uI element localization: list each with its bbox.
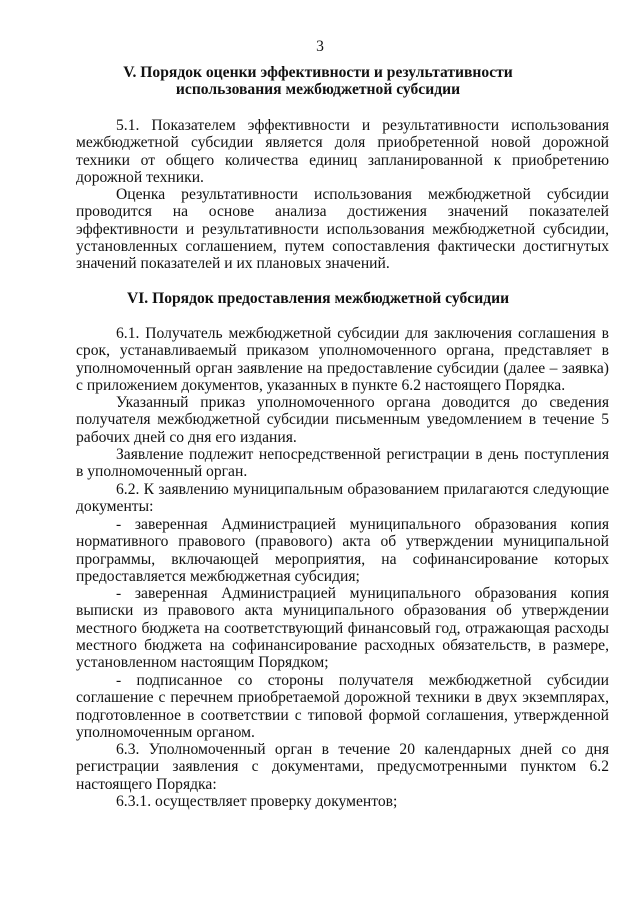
paragraph-6-3: 6.3. Уполномоченный орган в течение 20 календарных дней со дня регистрации заявления с документами, предусмотренными пунктом 6.2 настоящего Порядка: xyxy=(76,741,609,793)
list-item-program-copy: - заверенная Администрацией муниципального образования копия нормативного правового (правового) акта об утверждении муниципальной программы, включающей мероприятия, на софинансирование которых предоставляется межбюджетная субсидия; xyxy=(76,516,609,585)
section-5-title-line-2: использования межбюджетной субсидии xyxy=(175,81,461,98)
paragraph-6-2: 6.2. К заявлению муниципальным образованием прилагаются следующие документы: xyxy=(76,481,609,516)
list-item-agreement: - подписанное со стороны получателя межбюджетной субсидии соглашение с перечнем приобретаемой дорожной техники в двух экземплярах, подготовленное в соответствии с типовой формой соглашения, утвержденной уполномоченным органом. xyxy=(76,672,609,741)
page-number: 3 xyxy=(316,38,324,55)
paragraph-5-1: 5.1. Показателем эффективности и результативности использования межбюджетной субсидии является доля приобретенной новой дорожной техники от общего количества единиц запланированной к приобретению дорожной техники. xyxy=(76,117,609,186)
paragraph-6-1: 6.1. Получатель межбюджетной субсидии для заключения соглашения в срок, устанавливаемый приказом уполномоченного органа, представляет в уполномоченный орган заявление на предоставление субсидии (далее – заявка) с приложением документов, указанных в пункте 6.2 настоящего Порядка. xyxy=(76,325,609,394)
list-item-budget-extract: - заверенная Администрацией муниципального образования копия выписки из правового акта муниципального образования об утверждении местного бюджета на соответствующий финансовый год, отражающая расходы местного бюджета на софинансирование расходных обязательств, в размере, установленном настоящим Порядком; xyxy=(76,585,609,672)
paragraph-6-1-order: Указанный приказ уполномоченного органа доводится до сведения получателя межбюджетной субсидии письменным уведомлением в течение 5 рабочих дней со дня его издания. xyxy=(76,394,609,446)
paragraph-6-1-registration: Заявление подлежит непосредственной регистрации в день поступления в уполномоченный орган. xyxy=(76,446,609,481)
section-5-title-line-1: V. Порядок оценки эффективности и результативности xyxy=(123,64,513,81)
section-6-title: VI. Порядок предоставления межбюджетной субсидии xyxy=(126,290,510,307)
paragraph-5-1-assessment: Оценка результативности использования межбюджетной субсидии проводится на основе анализа достижения значений показателей эффективности и результативности использования межбюджетной субсидии, установленных соглашением, путем сопоставления фактически достигнутых значений показателей и их плановых значений. xyxy=(76,186,609,273)
paragraph-6-3-1: 6.3.1. осуществляет проверку документов; xyxy=(116,793,398,810)
